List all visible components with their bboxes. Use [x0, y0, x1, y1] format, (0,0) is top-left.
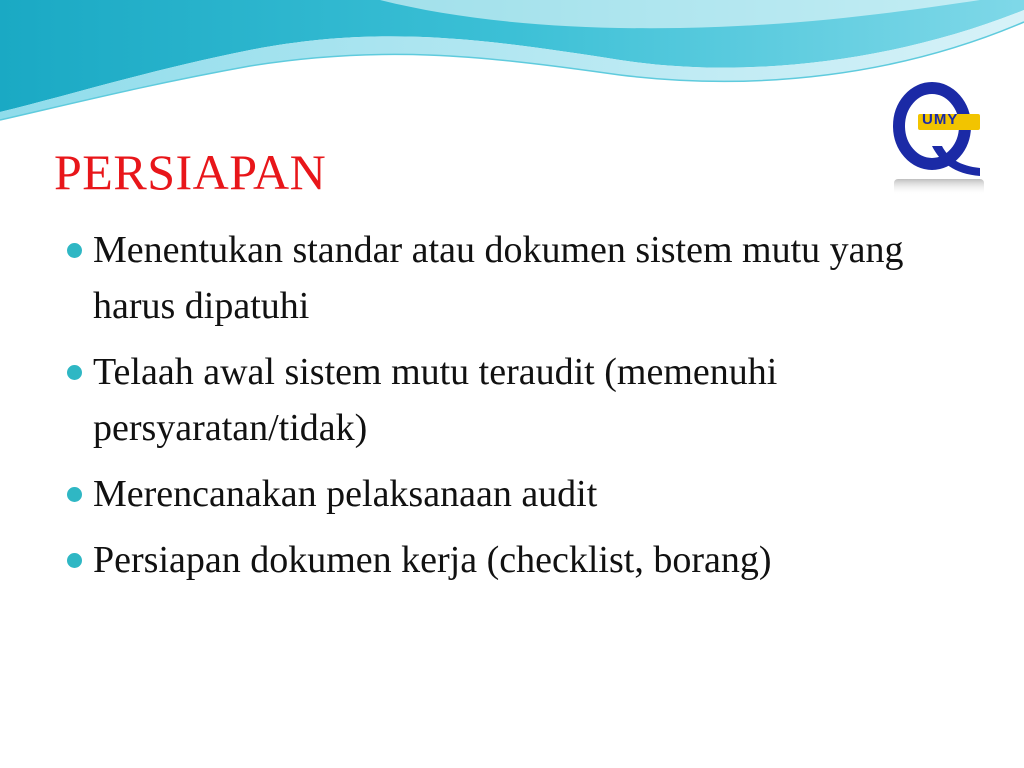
bullet-text: Merencanakan pelaksanaan audit: [93, 473, 598, 515]
bullet-text: Persiapan dokumen kerja (checklist, borang): [93, 539, 772, 581]
bullet-item: [66, 532, 966, 588]
bullet-item: [66, 344, 966, 456]
slide-title: PERSIAPAN: [54, 144, 327, 200]
bullet-dot-icon: [67, 553, 82, 568]
bullet-list: [66, 222, 966, 598]
umy-q-logo-icon: [888, 80, 988, 200]
bullet-text: Telaah awal sistem mutu teraudit (memenuhi persyaratan/tidak): [93, 351, 778, 449]
bullet-item: [66, 222, 966, 334]
bullet-text: Menentukan standar atau dokumen sistem mutu yang harus dipatuhi: [93, 229, 904, 327]
header-wave-decoration: [0, 0, 1024, 130]
logo-text: UMY: [922, 111, 959, 128]
bullet-dot-icon: [67, 243, 82, 258]
bullet-dot-icon: [67, 487, 82, 502]
bullet-item: [66, 466, 966, 522]
bullet-dot-icon: [67, 365, 82, 380]
